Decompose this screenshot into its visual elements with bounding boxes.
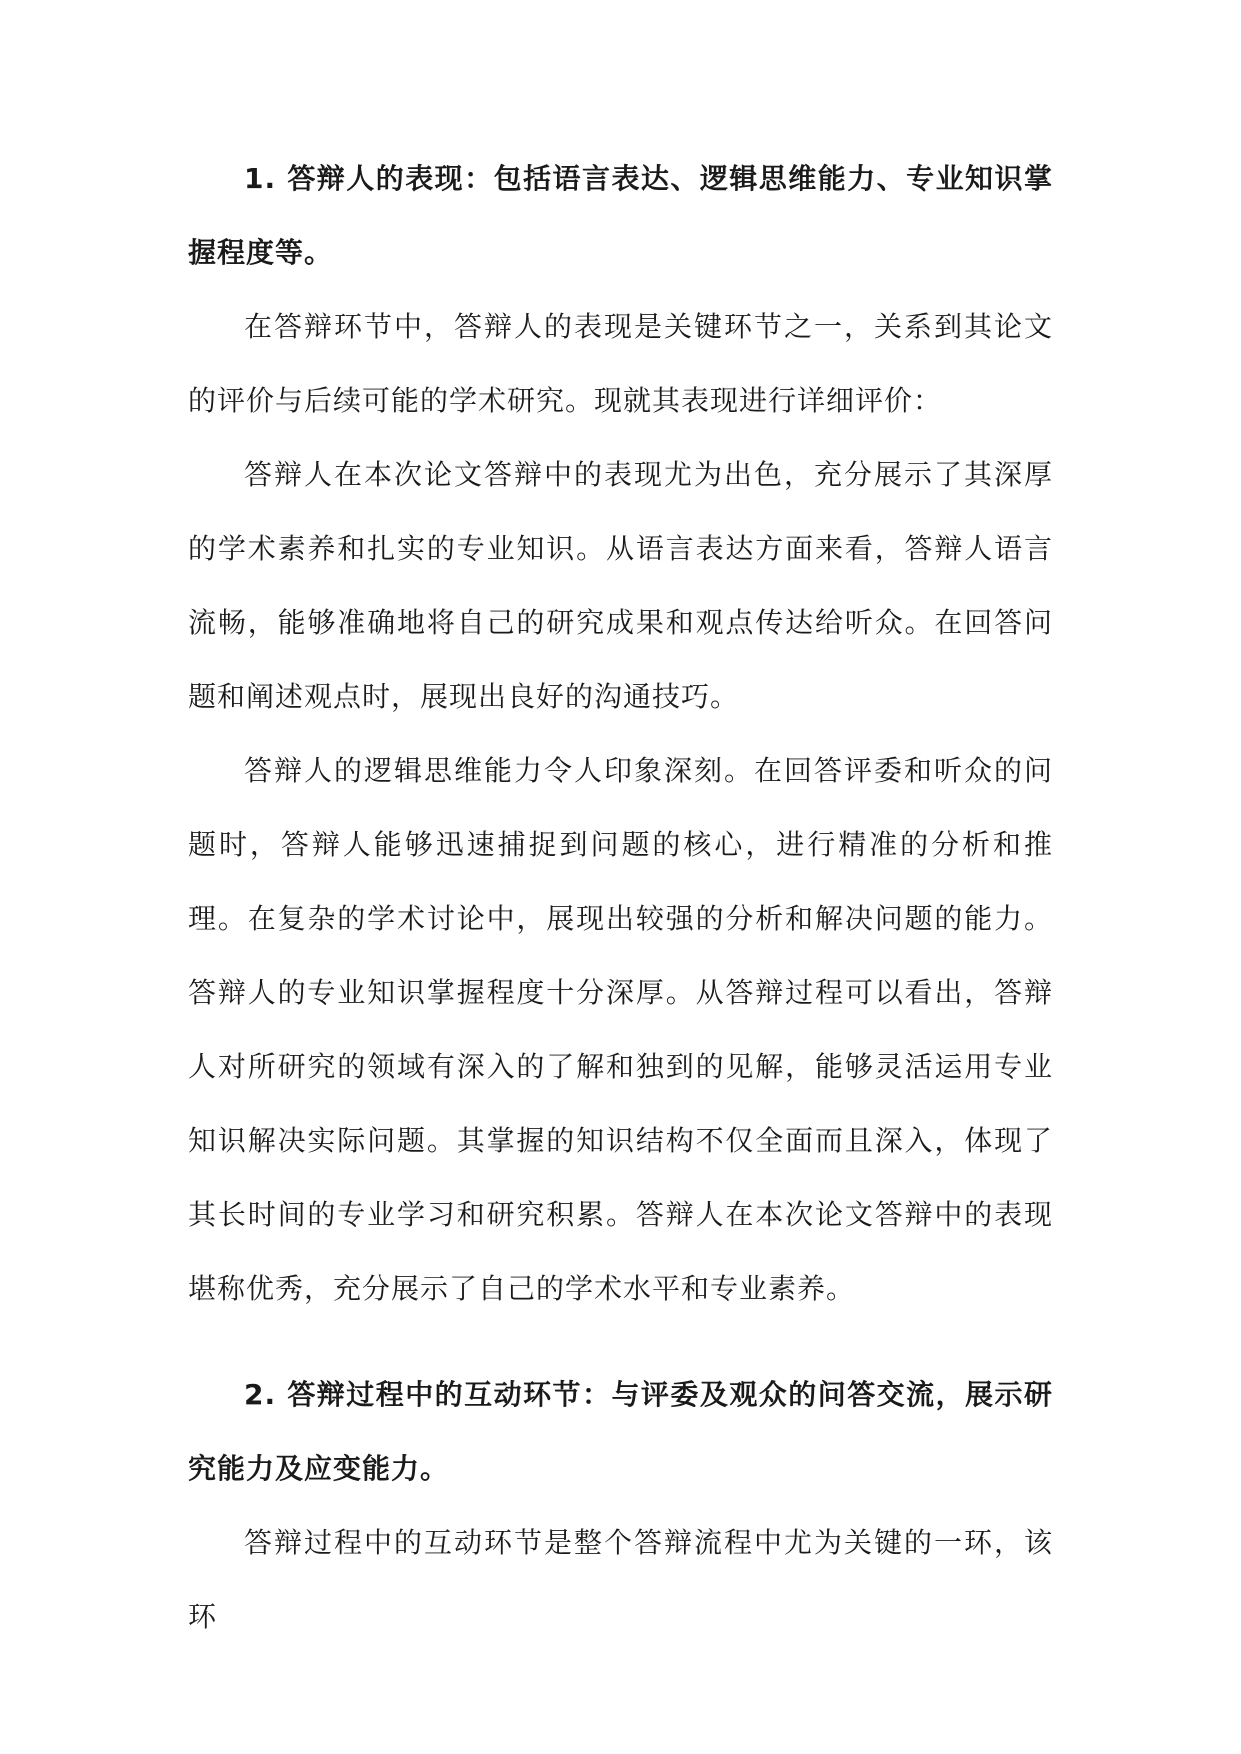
section-1-paragraph-3: 答辩人的逻辑思维能力令人印象深刻。在回答评委和听众的问题时，答辩人能够迅速捕捉到问题的核心，进行精准的分析和推理。在复杂的学术讨论中，展现出较强的分析和解决问题的能力。答辩人的专业知识掌握程度十分深厚。从答辩过程可以看出，答辩人对所研究的领域有深入的了解和独到的见解，能够灵活运用专业知识解决实际问题。其掌握的知识结构不仅全面而且深入，体现了其长时间的专业学习和研究积累。答辩人在本次论文答辩中的表现堪称优秀，充分展示了自己的学术水平和专业素养。 (188, 754, 1053, 1305)
section-1-heading: 1. 答辩人的表现：包括语言表达、逻辑思维能力、专业知识掌握程度等。 (188, 162, 1053, 269)
section-1-paragraph-1: 在答辩环节中，答辩人的表现是关键环节之一，关系到其论文的评价与后续可能的学术研究。现就其表现进行详细评价： (188, 310, 1053, 417)
section-divider-space (188, 1326, 1053, 1358)
section-1-paragraph-2: 答辩人在本次论文答辩中的表现尤为出色，充分展示了其深厚的学术素养和扎实的专业知识。从语言表达方面来看，答辩人语言流畅，能够准确地将自己的研究成果和观点传达给听众。在回答问题和阐述观点时，展现出良好的沟通技巧。 (188, 458, 1053, 713)
document-page (188, 142, 1053, 1654)
section-2-paragraph-1: 答辩过程中的互动环节是整个答辩流程中尤为关键的一环，该环 (188, 1526, 1053, 1633)
section-2-heading: 2. 答辩过程中的互动环节：与评委及观众的问答交流，展示研究能力及应变能力。 (188, 1378, 1053, 1485)
